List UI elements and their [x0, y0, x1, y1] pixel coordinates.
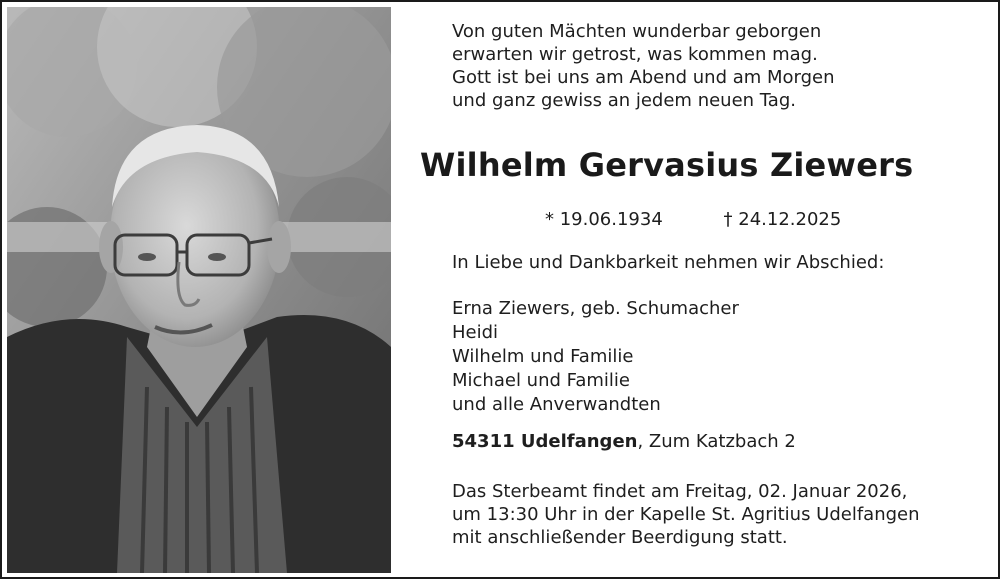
- service-line: um 13:30 Uhr in der Kapelle St. Agritius Udelfangen: [452, 504, 920, 525]
- farewell-text: In Liebe und Dankbarkeit nehmen wir Abschied:: [452, 252, 885, 273]
- mourner: Heidi: [452, 322, 499, 343]
- portrait-image: [7, 7, 391, 573]
- poem-line: erwarten wir getrost, was kommen mag.: [452, 44, 818, 65]
- deceased-name: Wilhelm Gervasius Ziewers: [420, 146, 914, 184]
- address: [452, 431, 796, 452]
- birth-date: * 19.06.1934: [545, 209, 663, 230]
- death-date: † 24.12.2025: [723, 209, 842, 230]
- mourner: Michael und Familie: [452, 370, 630, 391]
- poem-line: und ganz gewiss an jedem neuen Tag.: [452, 90, 796, 111]
- mourners-list: [452, 297, 739, 417]
- service-info: [452, 480, 920, 549]
- mourner: Erna Ziewers, geb. Schumacher: [452, 298, 739, 319]
- mourner: Wilhelm und Familie: [452, 346, 634, 367]
- poem-line: Von guten Mächten wunderbar geborgen: [452, 21, 822, 42]
- mourner: und alle Anverwandten: [452, 394, 661, 415]
- life-dates: [545, 209, 841, 230]
- poem-line: Gott ist bei uns am Abend und am Morgen: [452, 67, 835, 88]
- address-street: , Zum Katzbach 2: [637, 431, 796, 452]
- poem: [452, 20, 835, 112]
- portrait-photo: [7, 7, 391, 573]
- service-line: mit anschließender Beerdigung statt.: [452, 527, 788, 548]
- service-line: Das Sterbeamt findet am Freitag, 02. Januar 2026,: [452, 481, 908, 502]
- address-city: 54311 Udelfangen: [452, 431, 638, 452]
